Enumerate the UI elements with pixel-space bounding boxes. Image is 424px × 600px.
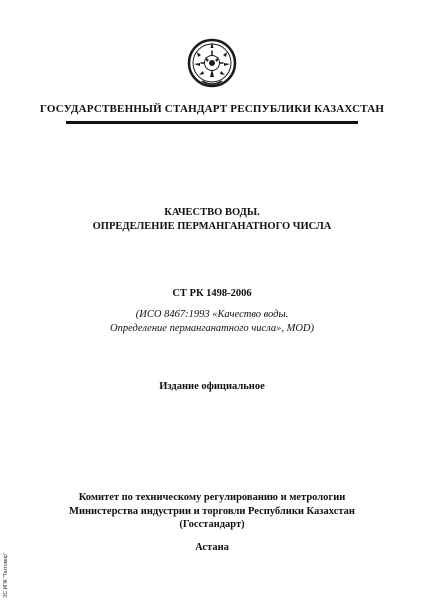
heading-divider — [66, 121, 358, 124]
publisher-line-2: Министерства индустрии и торговли Республики Казахстан — [69, 505, 355, 517]
publisher-block — [0, 491, 424, 532]
document-title-line-2: ОПРЕДЕЛЕНИЕ ПЕРМАНГАНАТНОГО ЧИСЛА — [92, 221, 332, 232]
document-title — [0, 206, 424, 234]
edition-label: Издание официальное — [159, 381, 265, 392]
iso-reference — [0, 308, 424, 336]
side-stamp-text: ЭС ИПК "Тектомир" — [3, 552, 9, 598]
side-stamp — [3, 520, 13, 600]
kazakhstan-state-emblem-icon — [187, 38, 237, 88]
publisher-line-3: (Госстандарт) — [179, 519, 245, 530]
iso-reference-line-2: Определение перманганатного числа», MOD) — [110, 323, 314, 334]
document-title-line-1: КАЧЕСТВО ВОДЫ. — [164, 207, 260, 218]
city-name: Астана — [195, 542, 229, 553]
issuer-heading: ГОСУДАРСТВЕННЫЙ СТАНДАРТ РЕСПУБЛИКИ КАЗАХСТАН — [39, 103, 385, 115]
standard-number: СТ РК 1498-2006 — [172, 288, 252, 299]
publisher-line-1: Комитет по техническому регулированию и метрологии — [78, 492, 346, 503]
iso-reference-line-1: (ИСО 8467:1993 «Качество воды. — [135, 309, 289, 320]
